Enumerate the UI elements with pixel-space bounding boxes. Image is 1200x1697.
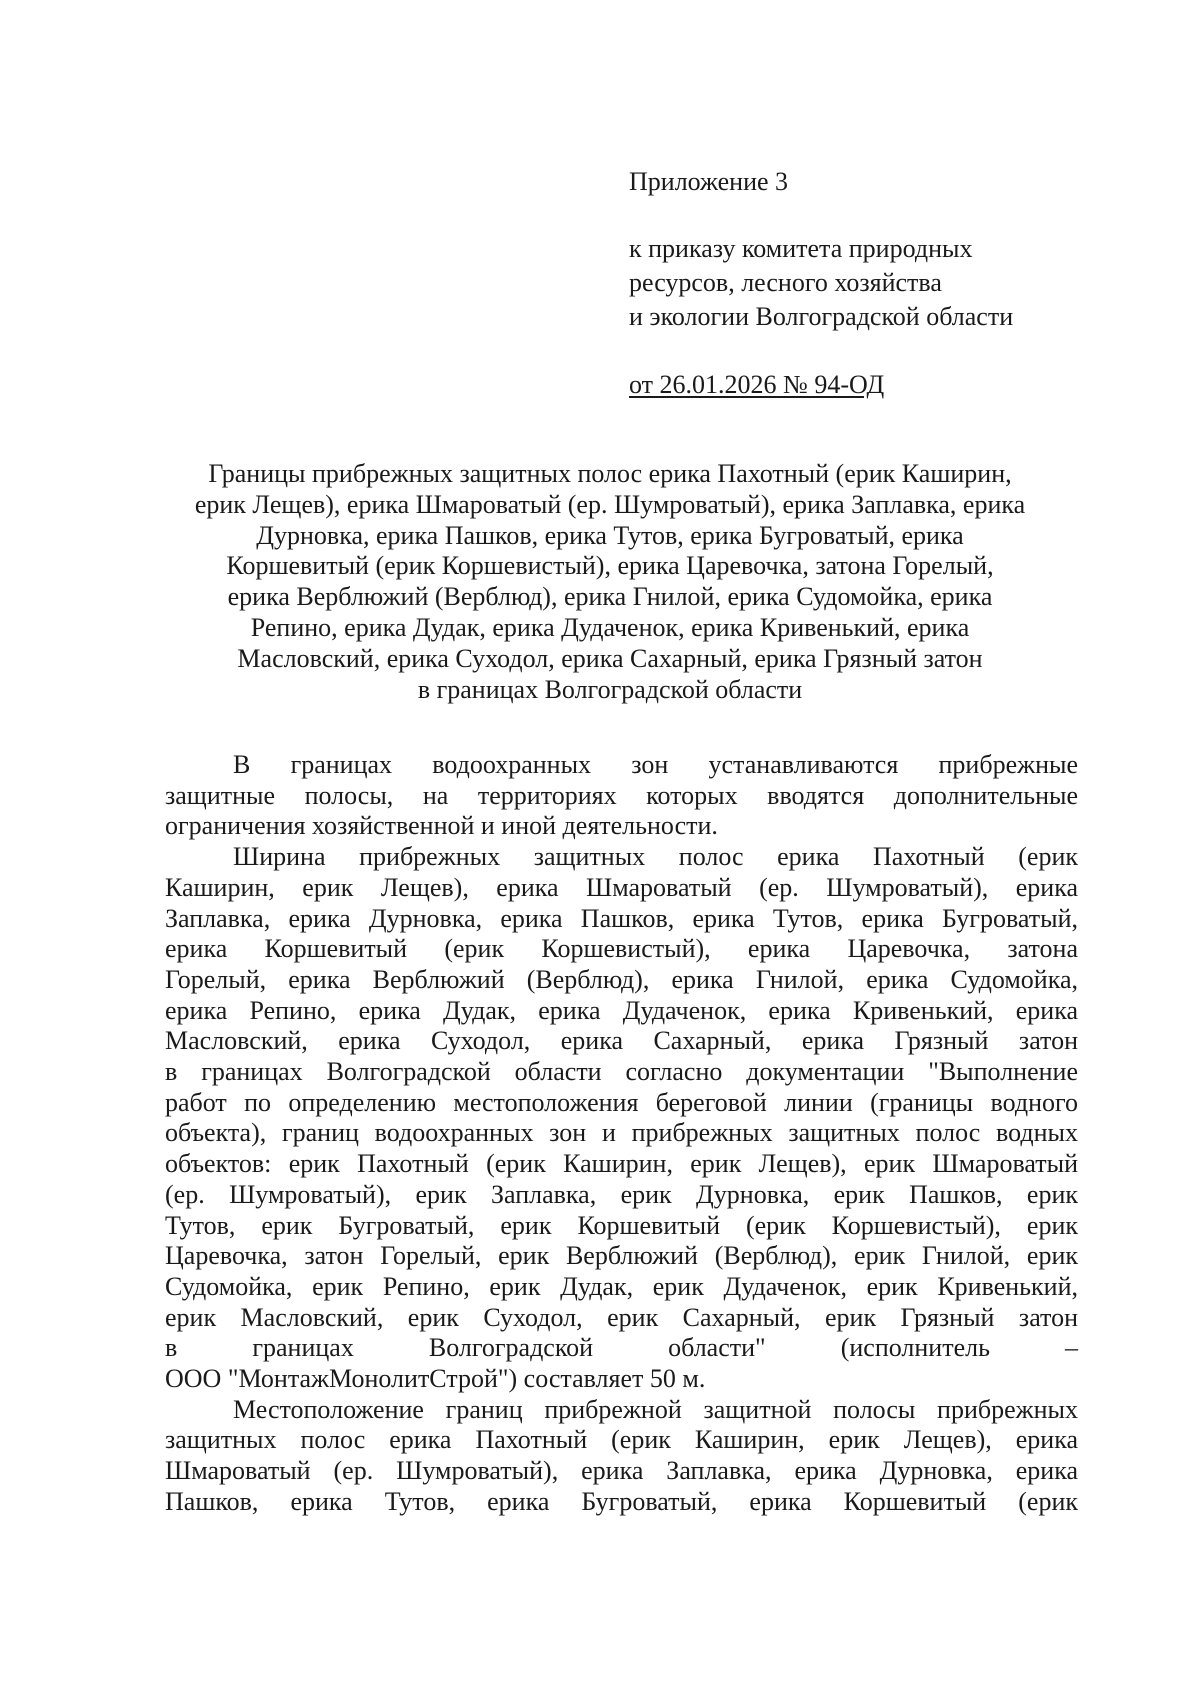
body-line: ерика Коршевитый (ерик Коршевистый), ерика Царевочка, затона [165, 934, 1078, 964]
body-line: Заплавка, ерика Дурновка, ерика Пашков, ерика Тутов, ерика Бугроватый, [165, 903, 1078, 933]
body-line: Пашков, ерика Тутов, ерика Бугроватый, ерика Коршевитый (ерик [165, 1486, 1078, 1516]
document-body [165, 750, 1078, 1518]
title-line: Коршевитый (ерик Коршевистый), ерика Царевочка, затона Горелый, [226, 551, 994, 581]
body-line: ерик Масловский, ерик Суходол, ерик Сахарный, ерик Грязный затон [165, 1302, 1078, 1332]
order-line: к приказу комитета природных [629, 234, 973, 263]
appendix-number: Приложение 3 [629, 167, 789, 196]
order-line: и экологии Волгоградской области [629, 302, 1014, 331]
order-date: от 26.01.2026 № 94-ОД [629, 370, 885, 399]
body-line: Горелый, ерика Верблюжий (Верблюд), ерика Гнилой, ерика Судомойка, [165, 964, 1078, 994]
title-line: Дурновка, ерика Пашков, ерика Тутов, ерика Бугроватый, ерика [256, 520, 964, 550]
appendix-header [629, 165, 1089, 402]
body-line: Местоположение границ прибрежной защитной полосы прибрежных [233, 1394, 1078, 1424]
body-line: Тутов, ерик Бугроватый, ерик Коршевитый (ерик Коршевистый), ерик [165, 1210, 1078, 1240]
body-line: (ер. Шумроватый), ерик Заплавка, ерик Дурновка, ерик Пашков, ерик [165, 1179, 1078, 1209]
body-line: работ по определению местоположения береговой линии (границы водного [165, 1087, 1078, 1117]
body-line: защитных полос ерика Пахотный (ерик Каширин, ерик Лещев), ерика [165, 1425, 1078, 1455]
body-line: Шмароватый (ер. Шумроватый), ерика Заплавка, ерика Дурновка, ерика [165, 1456, 1078, 1486]
body-line: Масловский, ерика Суходол, ерика Сахарный, ерика Грязный затон [165, 1026, 1078, 1056]
title-line: Масловский, ерика Суходол, ерика Сахарный, ерика Грязный затон [237, 643, 983, 673]
document-title [150, 459, 1070, 705]
body-line: ограничения хозяйственной и иной деятельности. [165, 811, 718, 841]
body-line: ООО "МонтажМонолитСтрой") составляет 50 м. [165, 1364, 706, 1394]
body-line: Судомойка, ерик Репино, ерик Дудак, ерик Дудаченок, ерик Кривенький, [165, 1271, 1078, 1301]
order-line: ресурсов, лесного хозяйства [629, 268, 942, 297]
body-line: в границах Волгоградской области" (исполнитель – [165, 1333, 1078, 1363]
title-line: ерик Лещев), ерика Шмароватый (ер. Шумроватый), ерика Заплавка, ерика [194, 489, 1026, 519]
title-line: Репино, ерика Дудак, ерика Дудаченок, ерика Кривенький, ерика [250, 612, 970, 642]
body-line: объекта), границ водоохранных зон и прибрежных защитных полос водных [165, 1118, 1078, 1148]
title-line: Границы прибрежных защитных полос ерика Пахотный (ерик Каширин, [208, 459, 1012, 488]
body-line: в границах Волгоградской области согласно документации "Выполнение [165, 1057, 1078, 1087]
body-line: защитные полосы, на территориях которых вводятся дополнительные [165, 780, 1078, 810]
body-line: Каширин, ерик Лещев), ерика Шмароватый (ер. Шумроватый), ерика [165, 872, 1078, 902]
body-line: В границах водоохранных зон устанавливаются прибрежные [233, 750, 1078, 779]
title-line: в границах Волгоградской области [417, 674, 803, 704]
body-line: Царевочка, затон Горелый, ерик Верблюжий (Верблюд), ерик Гнилой, ерик [165, 1241, 1078, 1271]
body-line: Ширина прибрежных защитных полос ерика Пахотный (ерик [233, 842, 1078, 872]
title-line: ерика Верблюжий (Верблюд), ерика Гнилой, ерика Судомойка, ерика [227, 582, 993, 612]
body-line: объектов: ерик Пахотный (ерик Каширин, ерик Лещев), ерик Шмароватый [165, 1149, 1078, 1179]
body-line: ерика Репино, ерика Дудак, ерика Дудаченок, ерика Кривенький, ерика [165, 995, 1078, 1025]
